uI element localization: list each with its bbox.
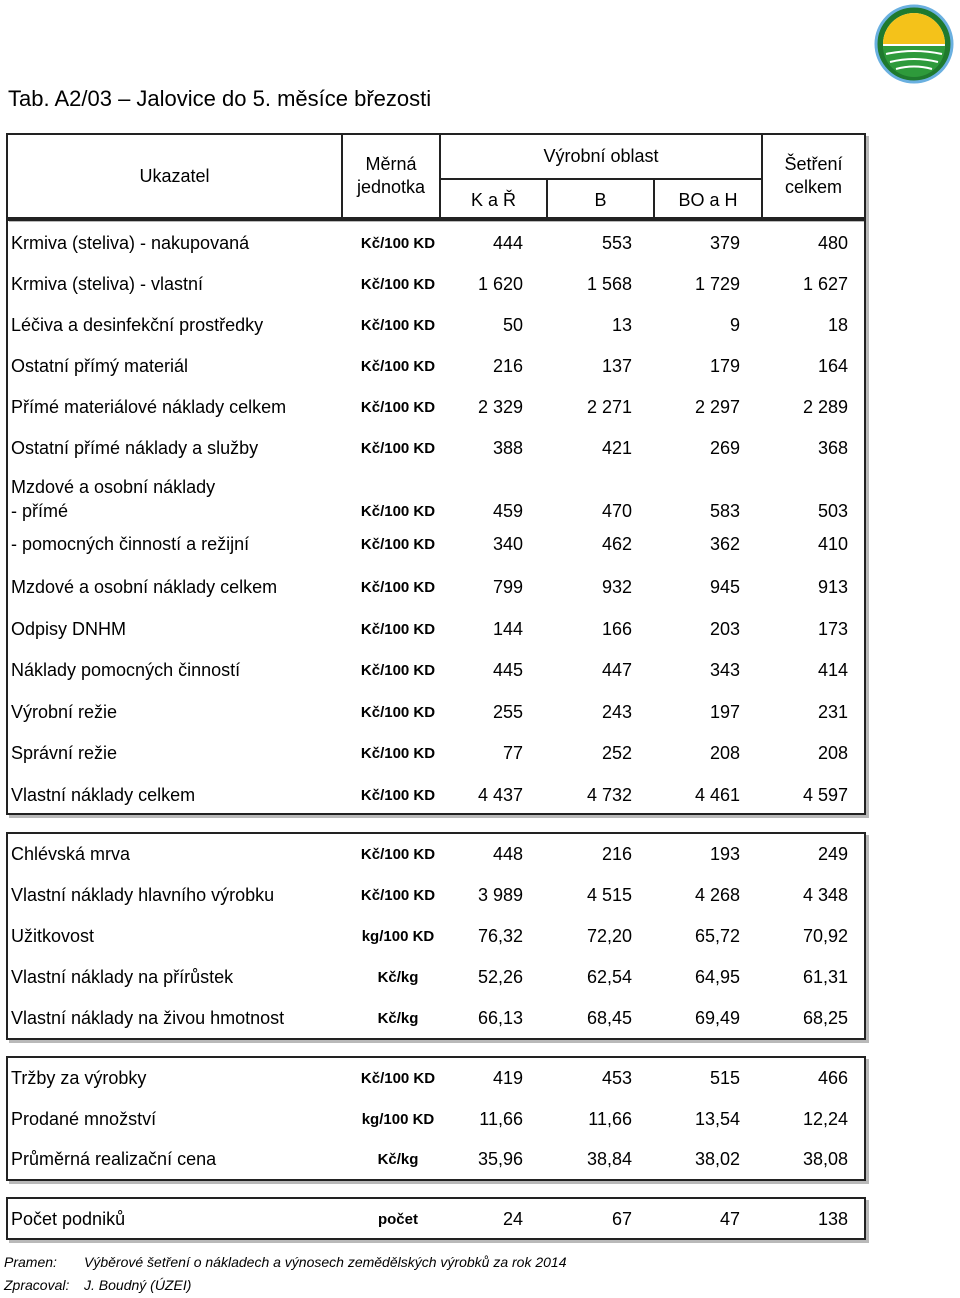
value-total: 173 [817,618,848,639]
table-block-output [6,832,866,1040]
row-label: Odpisy DNHM [11,618,127,639]
row-unit: Kč/100 KD [360,1070,436,1087]
row-unit: kg/100 KD [361,928,435,945]
value-kar: 444 [492,233,523,253]
value-kar: 11,66 [479,1108,523,1129]
value-boah: 9 [729,315,740,335]
row-unit: Kč/100 KD [360,399,436,416]
value-b: 932 [601,577,632,597]
value-kar: 448 [492,844,523,864]
row-label: Vlastní náklady na živou hmotnost [11,1008,285,1028]
value-kar: 144 [492,618,523,639]
value-kar: 4 437 [477,784,523,805]
row-unit: Kč/100 KD [360,620,436,638]
value-kar: 24 [502,1209,523,1229]
row-unit: počet [377,1211,418,1228]
value-kar: 77 [502,743,523,763]
table-row [8,428,864,468]
value-kar: 388 [492,438,523,458]
row-label: Správní režie [11,743,118,763]
value-total: 138 [817,1209,848,1229]
table-row [8,223,864,263]
value-boah: 343 [709,660,740,680]
value-boah: 379 [709,233,740,253]
header-setreni: Šetření celkem [784,154,843,197]
value-total: 368 [817,438,848,458]
header-ukazatel: Ukazatel [139,166,210,186]
value-total: 2 289 [802,397,848,417]
value-boah: 945 [709,577,740,597]
value-boah: 179 [709,356,740,376]
row-unit: Kč/100 KD [360,317,436,334]
table-row [8,834,864,874]
value-b: 62,54 [586,967,632,987]
header-col-kar: K a Ř [470,190,517,210]
value-total: 164 [817,356,848,376]
table-row [8,264,864,304]
value-boah: 269 [709,438,740,458]
value-b: 2 271 [586,397,632,417]
value-kar: 3 989 [477,885,523,905]
row-label: Vlastní náklady na přírůstek [11,967,234,987]
row-unit: Kč/100 KD [360,579,436,596]
table-row [8,875,864,915]
value-boah: 13,54 [694,1108,740,1129]
value-total: 70,92 [802,926,848,946]
value-total: 61,31 [802,967,848,987]
row-label: Ostatní přímý materiál [11,356,189,376]
row-label: Mzdové a osobní náklady celkem [11,577,278,597]
value-total: 68,25 [802,1008,848,1028]
value-kar: 445 [492,660,523,680]
value-b: 4 515 [586,885,632,905]
value-b: 72,20 [586,926,632,946]
table-row [8,916,864,956]
row-label: Přímé materiálové náklady celkem [11,397,287,417]
value-boah: 4 461 [694,784,740,805]
table-row [8,733,864,773]
table-row [8,387,864,427]
value-total: 231 [817,701,848,722]
table-row [8,1058,864,1098]
value-kar: 419 [492,1068,523,1088]
table-row [8,1199,864,1239]
value-boah: 203 [709,618,740,639]
value-total: 18 [827,315,848,335]
header-vyrobni-oblast: Výrobní oblast [543,146,659,166]
table-row [8,1099,864,1139]
value-kar: 66,13 [477,1008,523,1028]
value-kar: 255 [492,701,523,722]
row-unit: Kč/100 KD [360,662,436,679]
value-b: 166 [601,618,632,639]
value-b: 4 732 [586,784,632,805]
value-boah: 197 [709,701,740,722]
value-b: 421 [601,438,632,458]
row-unit: Kč/100 KD [360,846,436,863]
value-kar: 50 [502,315,523,335]
row-label: Prodané množství [11,1108,157,1129]
row-unit: Kč/100 KD [360,745,436,762]
table-block-costs [6,219,866,815]
row-label: Vlastní náklady hlavního výrobku [11,885,275,905]
page-title: Tab. A2/03 – Jalovice do 5. měsíce březosti [8,86,432,111]
value-boah: 47 [719,1209,740,1229]
row-label: Vlastní náklady celkem [11,784,196,805]
uzei-logo [872,2,956,86]
row-label: Krmiva (steliva) - vlastní [11,274,204,294]
table-row [8,775,864,815]
value-total: 466 [817,1068,848,1088]
value-total: 12,24 [802,1108,848,1129]
table-row [8,957,864,997]
value-b: 1 568 [586,274,632,294]
source-note: Pramen: Výběrové šetření o nákladech a výnosech zemědělských výrobků za rok 2014 [4,1254,567,1270]
value-boah: 193 [709,844,740,864]
value-kar: 76,32 [477,926,523,946]
table-row: - přímé Kč/100 KD 459 470 583 503 [11,501,848,521]
value-b: 553 [601,233,632,253]
value-total: 208 [817,743,848,763]
row-unit: Kč/100 KD [360,786,436,804]
row-label: Užitkovost [11,926,95,946]
header-col-boah: BO a H [678,190,738,210]
value-kar: 2 329 [477,397,523,417]
value-boah: 1 729 [694,274,740,294]
value-boah: 515 [709,1068,740,1088]
value-total: 414 [817,660,848,680]
header-unit: Měrná jednotka [356,154,426,197]
value-kar: 35,96 [477,1149,523,1169]
value-b: 68,45 [586,1008,632,1028]
row-label: Průměrná realizační cena [11,1149,217,1169]
table-row [8,305,864,345]
value-total: 4 348 [802,885,848,905]
value-total: 1 627 [802,274,848,294]
table-row [8,650,864,690]
row-unit: Kč/100 KD [360,235,436,252]
value-total: 913 [817,577,848,597]
value-boah: 2 297 [694,397,740,417]
table-block-count [6,1197,866,1240]
value-total: 4 597 [802,784,848,805]
value-boah: 38,02 [694,1149,740,1169]
table-row [8,692,864,732]
header-col-b: B [594,190,607,210]
table-row [8,998,864,1038]
table-row [8,567,864,607]
row-unit: Kč/100 KD [360,440,436,457]
value-kar: 52,26 [477,967,523,987]
value-b: 137 [601,356,632,376]
row-label: Tržby za výrobky [11,1068,147,1088]
value-boah: 64,95 [694,967,740,987]
value-b: 453 [601,1068,632,1088]
value-b: 216 [601,844,632,864]
table-row [8,609,864,649]
row-label: Léčiva a desinfekční prostředky [11,315,264,335]
row-label: Počet podniků [11,1209,126,1229]
value-kar: 216 [492,356,523,376]
value-boah: 208 [709,743,740,763]
value-kar: 799 [492,577,523,597]
table-row [8,346,864,386]
row-label: Chlévská mrva [11,844,131,864]
value-b: 38,84 [586,1149,632,1169]
row-unit: Kč/100 KD [360,703,436,721]
row-unit: Kč/kg [377,1010,419,1027]
value-total: 480 [817,233,848,253]
row-label: Mzdové a osobní náklady [11,477,216,497]
value-boah: 4 268 [694,885,740,905]
row-unit: Kč/kg [377,1151,419,1168]
row-unit: Kč/100 KD [360,887,436,904]
value-b: 447 [601,660,632,680]
value-boah: 65,72 [694,926,740,946]
row-label: Výrobní režie [11,701,118,722]
value-boah: 69,49 [694,1008,740,1028]
table-header [6,133,866,219]
table-row: - pomocných činností a režijní Kč/100 KD 340 462 362 410 [11,534,848,554]
value-b: 11,66 [588,1108,632,1129]
value-b: 13 [611,315,632,335]
row-unit: kg/100 KD [361,1110,435,1128]
row-label: Ostatní přímé náklady a služby [11,438,259,458]
table-block-sales [6,1056,866,1181]
table-row [8,1139,864,1179]
value-b: 243 [601,701,632,722]
value-total: 38,08 [802,1149,848,1169]
value-b: 252 [601,743,632,763]
row-unit: Kč/kg [377,969,419,986]
value-total: 249 [817,844,848,864]
row-unit: Kč/100 KD [360,276,436,293]
row-unit: Kč/100 KD [360,358,436,375]
row-label: Náklady pomocných činností [11,660,241,680]
value-b: 67 [611,1209,632,1229]
row-label: Krmiva (steliva) - nakupovaná [11,233,250,253]
author-note: Zpracoval: J. Boudný (ÚZEI) [4,1277,192,1293]
value-kar: 1 620 [477,274,523,294]
